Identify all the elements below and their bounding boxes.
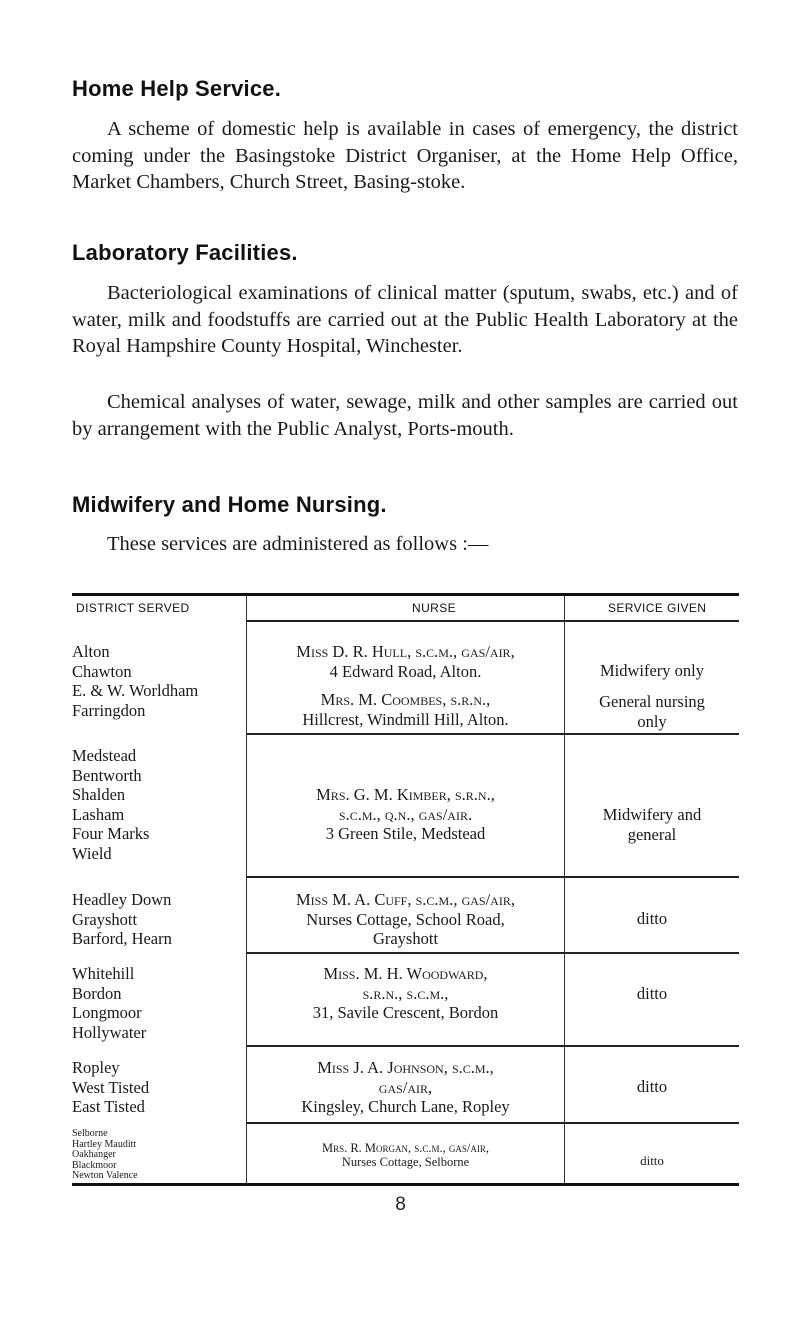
header-rule: [247, 620, 739, 622]
row-5-rule: [247, 1122, 739, 1124]
header-service-given: SERVICE GIVEN: [608, 601, 707, 615]
midwifery-heading: Midwifery and Home Nursing.: [72, 492, 387, 517]
table-row-3-service: ditto: [636, 909, 668, 928]
laboratory-paragraph-2: Chemical analyses of water, sewage, milk and other samples are carried out by arrangement with the Public Analyst, Ports-mouth.: [72, 391, 738, 440]
midwifery-paragraph: These services are administered as follows :—: [107, 533, 489, 555]
table-row-3-districts: Headley Down Grayshott Barford, Hearn: [72, 890, 172, 948]
table-row-3-nurse: Miss M. A. Cuff, s.c.m., gas/air, Nurses Cottage, School Road, Grayshott: [296, 890, 515, 948]
table-row-4-nurse: Miss. M. H. Woodward, s.r.n., s.c.m., 31, Savile Crescent, Bordon: [312, 964, 499, 1022]
table-row-1-nurse-2: Mrs. M. Coombes, s.r.n., Hillcrest, Windmill Hill, Alton.: [302, 690, 509, 729]
row-4-rule: [247, 1045, 739, 1047]
table-row-6-nurse: Mrs. R. Morgan, s.c.m., gas/air, Nurses Cottage, Selborne: [321, 1141, 490, 1169]
table-bottom-rule: [72, 1183, 739, 1186]
table-row-6-service: ditto: [640, 1153, 664, 1168]
row-2-rule: [247, 876, 739, 878]
home-help-heading: Home Help Service.: [72, 76, 282, 101]
page-number: 8: [395, 1194, 406, 1215]
table-row-1-service-2: General nursing only: [599, 692, 705, 731]
table-top-rule: [72, 593, 739, 596]
row-3-rule: [247, 952, 739, 954]
table-row-4-districts: Whitehill Bordon Longmoor Hollywater: [72, 964, 147, 1042]
table-row-5-nurse: Miss J. A. Johnson, s.c.m., gas/air, Kingsley, Church Lane, Ropley: [301, 1058, 510, 1116]
table-row-4-service: ditto: [636, 984, 668, 1003]
laboratory-paragraph-1: Bacteriological examinations of clinical matter (sputum, swabs, etc.) and of water, milk and foodstuffs are carried out at the Public Health Laboratory at the Royal Hampshire County Hospital, Winchester.: [72, 282, 738, 357]
table-row-1-service-1: Midwifery only: [599, 661, 705, 680]
table-row-6-districts: Selborne Hartley Mauditt Oakhanger Blackmoor Newton Valence: [72, 1128, 138, 1181]
table-row-1-districts: Alton Chawton E. & W. Worldham Farringdon: [72, 642, 199, 720]
table-row-2-service: Midwifery and general: [602, 805, 702, 844]
table-row-5-districts: Ropley West Tisted East Tisted: [72, 1058, 150, 1116]
home-help-paragraph: A scheme of domestic help is available in cases of emergency, the district coming under the Basingstoke District Organiser, at the Home Help Office, Market Chambers, Church Street, Basing-stoke.: [72, 118, 738, 193]
header-district-served: DISTRICT SERVED: [76, 601, 190, 615]
table-row-2-nurse: Mrs. G. M. Kimber, s.r.n., s.c.m., q.n., gas/air. 3 Green Stile, Medstead: [316, 785, 495, 843]
table-row-2-districts: Medstead Bentworth Shalden Lasham Four Marks Wield: [72, 746, 150, 863]
district-nurse-table: [72, 596, 739, 1186]
row-1-rule: [247, 733, 739, 735]
laboratory-heading: Laboratory Facilities.: [72, 240, 298, 265]
table-row-1-nurse-1: Miss D. R. Hull, s.c.m., gas/air, 4 Edward Road, Alton.: [296, 642, 515, 681]
header-nurse: NURSE: [412, 601, 457, 615]
table-row-5-service: ditto: [636, 1077, 668, 1096]
